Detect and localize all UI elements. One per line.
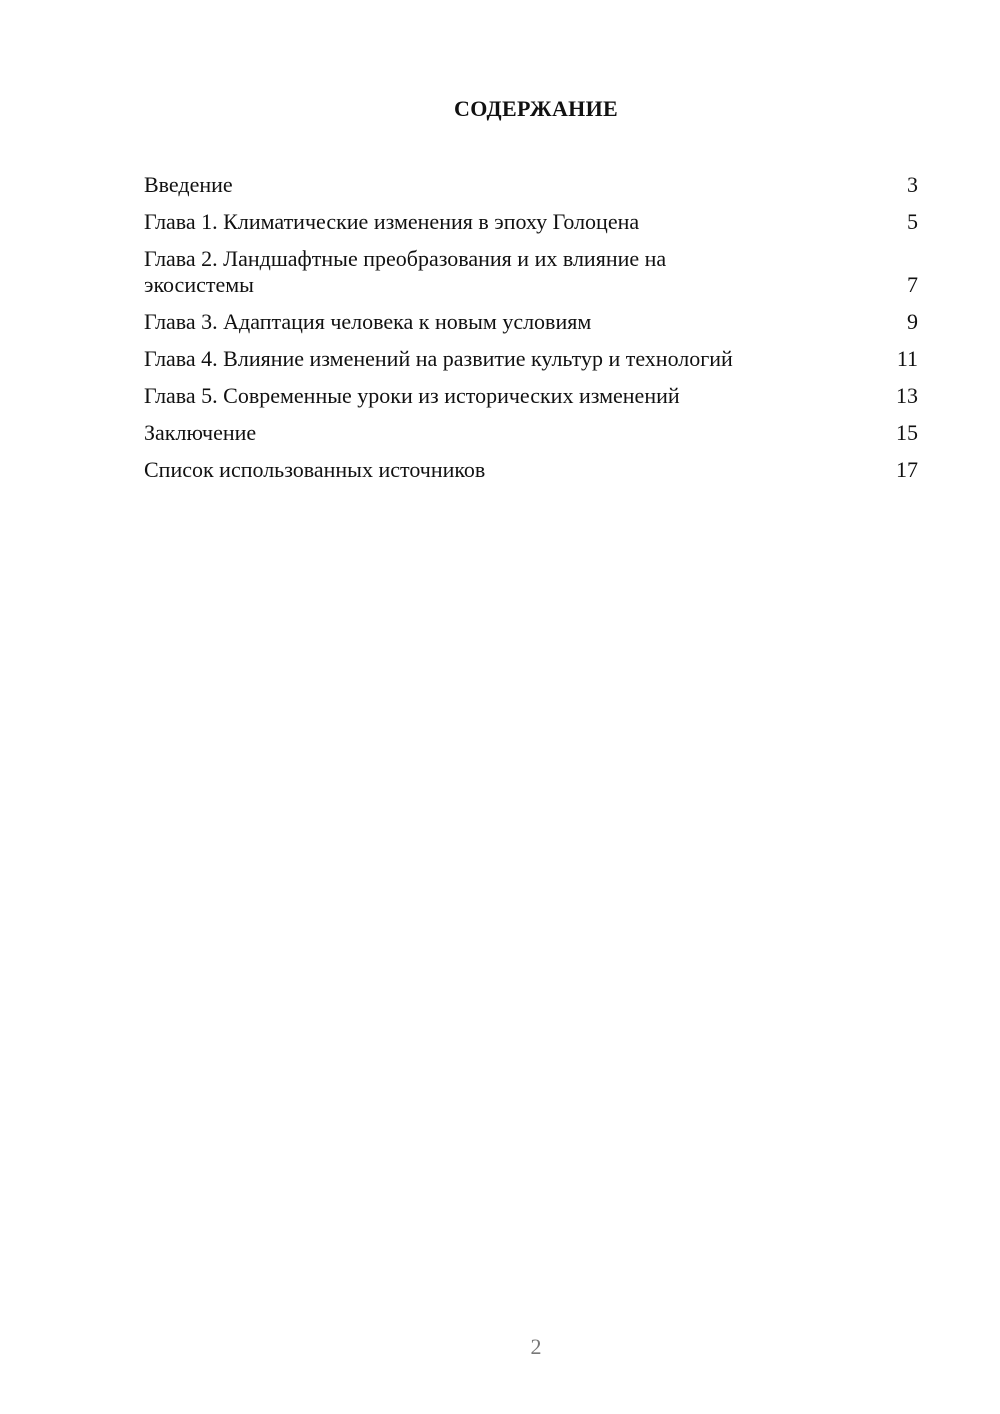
toc-item: [144, 209, 918, 235]
toc-item: [144, 309, 918, 335]
toc-item-page: 5: [907, 209, 918, 234]
toc-item-page: 7: [907, 272, 918, 297]
toc-item-title: Глава 5. Современные уроки из исторических изменений: [144, 383, 680, 408]
toc-item: [144, 383, 918, 409]
toc-item-page: 13: [896, 383, 918, 408]
toc-item: [144, 346, 918, 372]
toc-item: [144, 172, 918, 198]
toc-item: [144, 420, 918, 446]
toc-item-title: Глава 1. Климатические изменения в эпоху Голоцена: [144, 209, 640, 234]
toc-item-title: Заключение: [144, 420, 257, 445]
toc-item-page: 11: [896, 346, 918, 371]
page-title: СОДЕРЖАНИЕ: [454, 96, 618, 121]
toc-item: [144, 457, 918, 483]
toc-item-title: Список использованных источников: [144, 457, 486, 482]
toc-item-page: 3: [907, 172, 918, 197]
page-number: 2: [530, 1334, 542, 1359]
toc-item-title: Глава 3. Адаптация человека к новым условиям: [144, 309, 592, 334]
table-of-contents: [144, 172, 918, 494]
toc-item-title: Введение: [144, 172, 233, 197]
toc-item-title: Глава 4. Влияние изменений на развитие культур и технологий: [144, 346, 733, 371]
toc-item-page: 15: [896, 420, 918, 445]
toc-item-page: 17: [896, 457, 918, 482]
toc-item: [144, 246, 918, 298]
toc-item-title: Глава 2. Ландшафтные преобразования и их влияние на экосистемы: [144, 246, 667, 297]
toc-item-page: 9: [907, 309, 918, 334]
